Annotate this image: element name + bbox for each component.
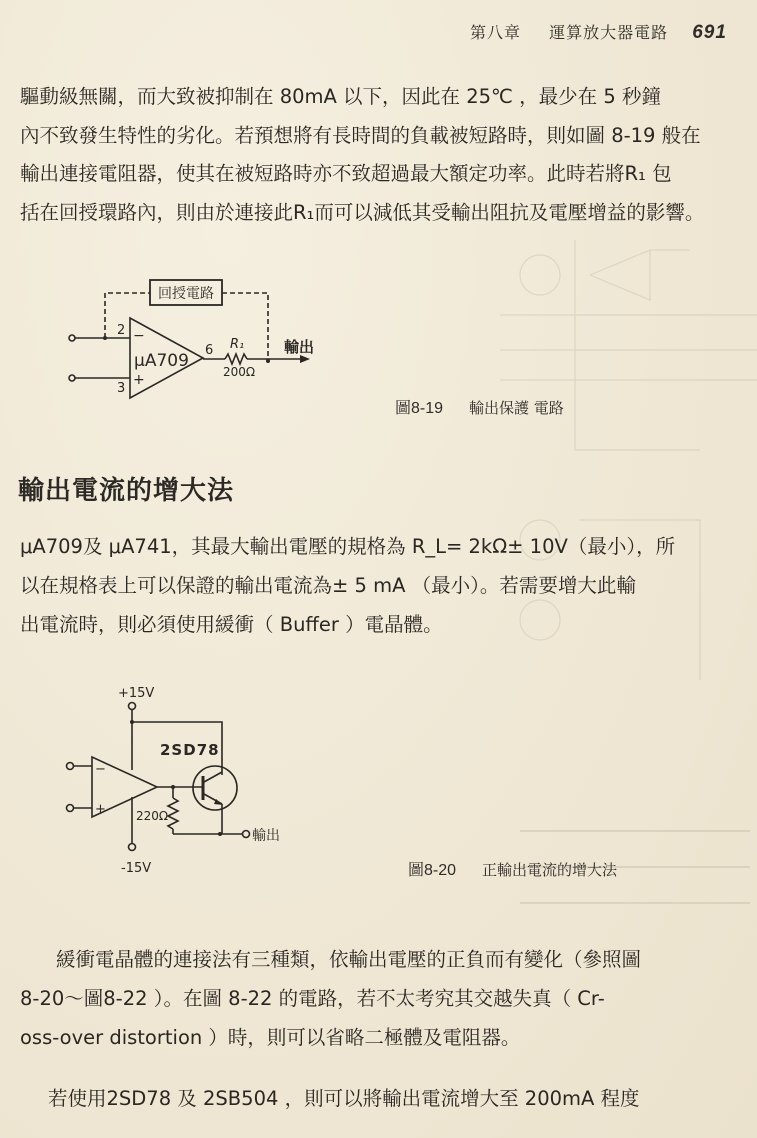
figure-title: 正輸出電流的增大法 bbox=[482, 861, 618, 879]
inverting-sign: − bbox=[95, 762, 106, 777]
feedback-circuit-label: 回授電路 bbox=[158, 286, 214, 302]
text-line: 括在回授環路內，則由於連接此R₁而可以減低其受輸出阻抗及電壓增益的影響。 bbox=[20, 200, 705, 224]
paragraph-buffer-types bbox=[20, 940, 740, 1057]
output-label: 輸出 bbox=[252, 828, 280, 844]
figure-number: 圖8-19 bbox=[395, 400, 444, 417]
text-line: 驅動級無關，而大致被抑制在 80mA 以下，因此在 25℃ ，最少在 5 秒鐘 bbox=[20, 85, 661, 108]
positive-supply-label: +15V bbox=[118, 686, 155, 701]
resistor-value: 220Ω bbox=[136, 809, 169, 823]
resistor-r1-label: R₁ bbox=[230, 337, 245, 352]
paragraph-output-current bbox=[20, 527, 740, 644]
inverting-sign: − bbox=[133, 328, 145, 344]
paragraph-transistor-pair bbox=[48, 1080, 757, 1119]
chapter-title: 運算放大器電路 bbox=[549, 23, 669, 42]
noninverting-sign: + bbox=[133, 372, 145, 388]
running-header bbox=[470, 20, 727, 44]
resistor-value: 200Ω bbox=[223, 365, 256, 379]
figure-number: 圖8-20 bbox=[408, 862, 457, 879]
text-line: 緩衝電晶體的連接法有三種類，依輸出電壓的正負而有變化（參照圖 bbox=[56, 948, 642, 971]
paragraph-output-protection bbox=[20, 78, 740, 232]
opamp-label: μA709 bbox=[134, 351, 189, 371]
section-heading: 輸出電流的增大法 bbox=[18, 476, 235, 506]
output-label: 輸出 bbox=[284, 338, 315, 356]
pin-6-label: 6 bbox=[205, 343, 214, 358]
page-number: 691 bbox=[692, 22, 727, 43]
figure-8-20-circuit bbox=[60, 680, 320, 880]
text-line: 以在規格表上可以保證的輸出電流為± 5 mA （最小）。若需要增大此輸 bbox=[20, 574, 636, 597]
figure-title: 輸出保護 電路 bbox=[469, 399, 564, 417]
text-line: 若使用2SD78 及 2SB504 ，則可以將輸出電流增大至 200mA 程度 bbox=[48, 1087, 640, 1110]
figure-8-19-circuit bbox=[60, 270, 360, 410]
text-line: 出電流時，則必須使用緩衝（ Buffer ）電晶體。 bbox=[20, 613, 443, 636]
transistor-label: 2SD78 bbox=[160, 741, 220, 759]
pin-3-label: 3 bbox=[117, 381, 126, 396]
figure-8-19-caption bbox=[395, 395, 564, 418]
chapter-number: 第八章 bbox=[470, 23, 522, 42]
text-line: oss-over distortion ）時，則可以省略二極體及電阻器。 bbox=[20, 1026, 521, 1049]
figure-8-20-caption bbox=[408, 857, 617, 880]
noninverting-sign: + bbox=[95, 802, 106, 817]
text-line: 8-20～圖8-22 ）。在圖 8-22 的電路，若不太考究其交越失真（ Cr- bbox=[20, 987, 605, 1010]
text-line: μA709及 μA741，其最大輸出電壓的規格為 R_L= 2kΩ± 10V（最小），所 bbox=[20, 535, 676, 558]
negative-supply-label: -15V bbox=[121, 861, 152, 876]
pin-2-label: 2 bbox=[117, 323, 126, 338]
text-line: 輸出連接電阻器，使其在被短路時亦不致超過最大額定功率。此時若將R₁ 包 bbox=[20, 162, 672, 185]
text-line: 內不致發生特性的劣化。若預想將有長時間的負載被短路時，則如圖 8-19 般在 bbox=[20, 123, 701, 147]
